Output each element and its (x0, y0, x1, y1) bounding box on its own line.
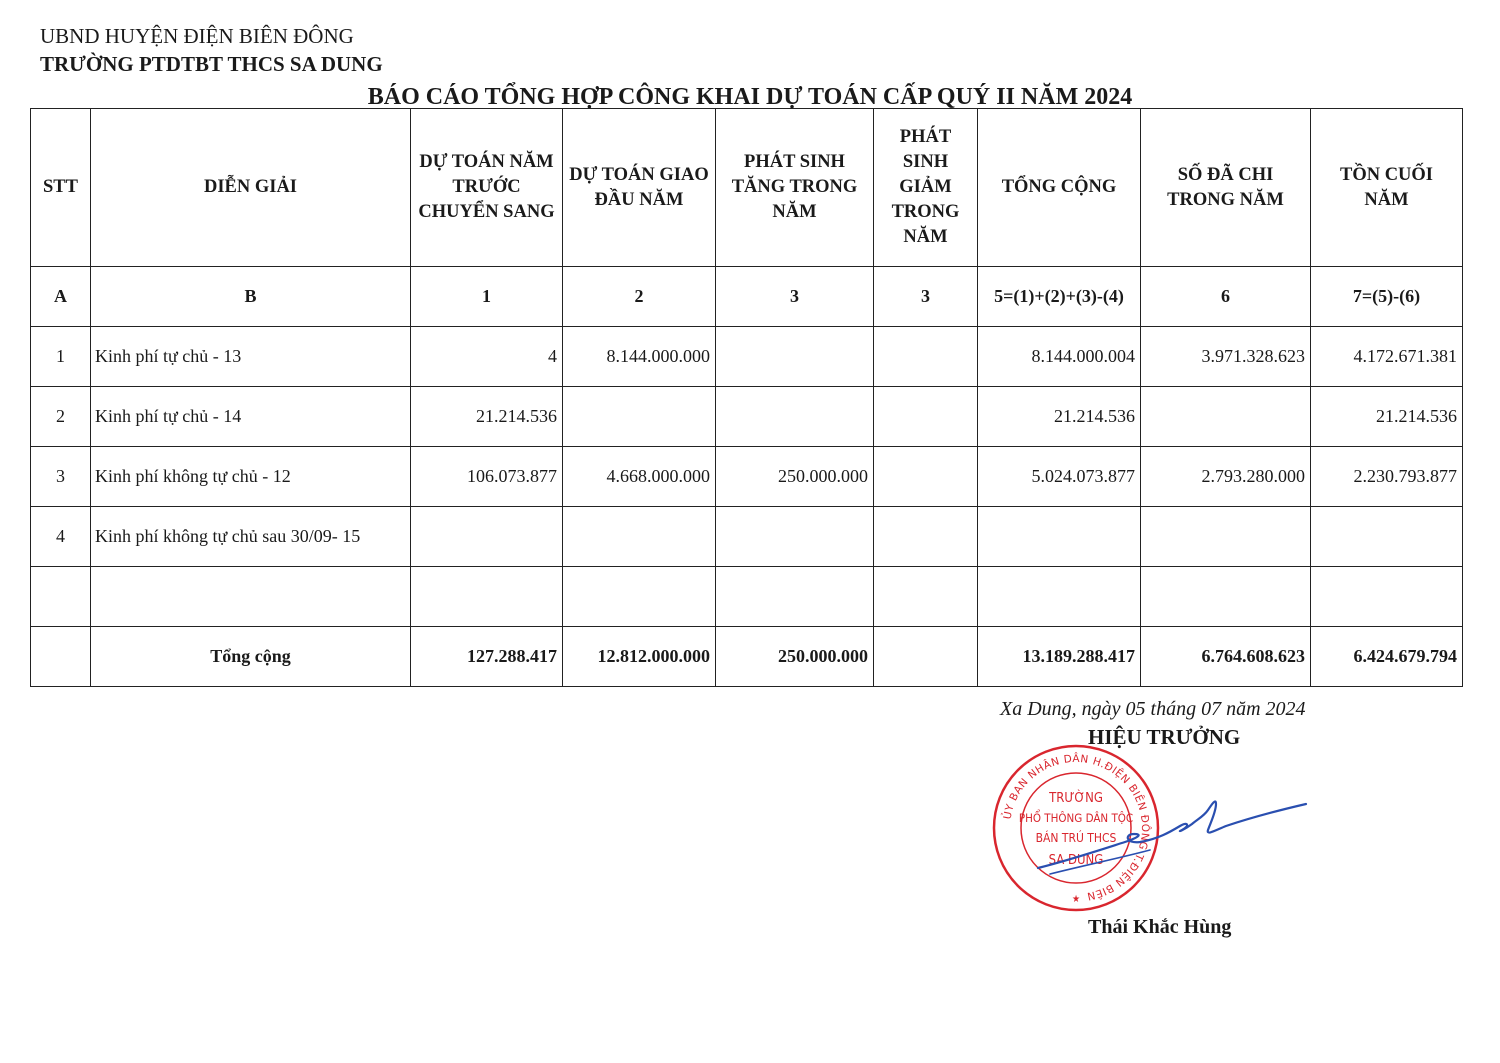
total-label: Tổng cộng (91, 627, 411, 687)
row-stt (31, 567, 91, 627)
seal-line-1: TRƯỜNG (1049, 791, 1103, 806)
total-increase: 250.000.000 (716, 627, 874, 687)
row-description: Kinh phí không tự chủ - 12 (91, 447, 411, 507)
cell-prior-year (411, 507, 563, 567)
cell-remaining: 4.172.671.381 (1311, 327, 1463, 387)
cell-remaining: 21.214.536 (1311, 387, 1463, 447)
total-total: 13.189.288.417 (978, 627, 1141, 687)
row-description (91, 567, 411, 627)
seal-line-2: PHỔ THÔNG DÂN TỘC (1018, 811, 1134, 825)
cell-increase (716, 327, 874, 387)
cell-initial-budget: 4.668.000.000 (563, 447, 716, 507)
col-header-total: TỔNG CỘNG (978, 109, 1141, 267)
signature-underline (1050, 850, 1150, 874)
col-header-spent: SỐ ĐÃ CHI TRONG NĂM (1141, 109, 1311, 267)
row-stt: 3 (31, 447, 91, 507)
cell-increase (716, 507, 874, 567)
cell-remaining (1311, 507, 1463, 567)
col-header-increase: PHÁT SINH TĂNG TRONG NĂM (716, 109, 874, 267)
row-stt: 4 (31, 507, 91, 567)
index-cell: 5=(1)+(2)+(3)-(4) (978, 267, 1141, 327)
cell-initial-budget (563, 387, 716, 447)
cell-spent (1141, 507, 1311, 567)
col-header-initial-budget: DỰ TOÁN GIAO ĐẦU NĂM (563, 109, 716, 267)
cell-initial-budget (563, 507, 716, 567)
row-description: Kinh phí tự chủ - 13 (91, 327, 411, 387)
cell-spent (1141, 567, 1311, 627)
total-decrease (874, 627, 978, 687)
index-row (31, 267, 1463, 327)
total-initial-budget: 12.812.000.000 (563, 627, 716, 687)
org-name-district: UBND HUYỆN ĐIỆN BIÊN ĐÔNG (40, 24, 354, 48)
row-stt: 1 (31, 327, 91, 387)
cell-decrease (874, 327, 978, 387)
cell-total: 8.144.000.004 (978, 327, 1141, 387)
header-row (31, 109, 1463, 267)
total-remaining: 6.424.679.794 (1311, 627, 1463, 687)
signer-title: HIỆU TRƯỞNG (1088, 725, 1241, 749)
total-prior-year: 127.288.417 (411, 627, 563, 687)
cell-decrease (874, 567, 978, 627)
cell-total: 21.214.536 (978, 387, 1141, 447)
table-row (31, 507, 1463, 567)
total-stt (31, 627, 91, 687)
cell-total (978, 567, 1141, 627)
cell-remaining: 2.230.793.877 (1311, 447, 1463, 507)
index-cell: 3 (716, 267, 874, 327)
cell-decrease (874, 507, 978, 567)
cell-increase (716, 567, 874, 627)
index-cell: 2 (563, 267, 716, 327)
row-description: Kinh phí không tự chủ sau 30/09- 15 (91, 507, 411, 567)
index-cell: B (91, 267, 411, 327)
handwritten-signature (1030, 790, 1320, 880)
cell-prior-year: 21.214.536 (411, 387, 563, 447)
cell-remaining (1311, 567, 1463, 627)
index-cell: 6 (1141, 267, 1311, 327)
row-description: Kinh phí tự chủ - 14 (91, 387, 411, 447)
org-name-school: TRƯỜNG PTDTBT THCS SA DUNG (40, 52, 383, 76)
cell-decrease (874, 387, 978, 447)
signer-name: Thái Khắc Hùng (1088, 916, 1232, 938)
index-cell: 1 (411, 267, 563, 327)
index-cell: 7=(5)-(6) (1311, 267, 1463, 327)
cell-prior-year (411, 567, 563, 627)
seal-line-4: SA DUNG (1048, 853, 1104, 868)
col-header-description: DIỄN GIẢI (91, 109, 411, 267)
cell-initial-budget: 8.144.000.000 (563, 327, 716, 387)
col-header-decrease: PHÁT SINH GIẢM TRONG NĂM (874, 109, 978, 267)
cell-increase: 250.000.000 (716, 447, 874, 507)
cell-prior-year: 4 (411, 327, 563, 387)
seal-ring-text: ỦY BAN NHÂN DÂN H.ĐIỆN BIÊN ĐÔNG T.ĐIỆN BIÊN (1001, 752, 1152, 903)
row-stt: 2 (31, 387, 91, 447)
table-row (31, 387, 1463, 447)
report-title: BÁO CÁO TỔNG HỢP CÔNG KHAI DỰ TOÁN CẤP QUÝ II NĂM 2024 (367, 84, 1133, 110)
col-header-prior-year: DỰ TOÁN NĂM TRƯỚC CHUYỂN SANG (411, 109, 563, 267)
place-date: Xa Dung, ngày 05 tháng 07 năm 2024 (1000, 698, 1306, 720)
total-spent: 6.764.608.623 (1141, 627, 1311, 687)
budget-table (30, 108, 1463, 687)
cell-decrease (874, 447, 978, 507)
cell-spent: 2.793.280.000 (1141, 447, 1311, 507)
cell-prior-year: 106.073.877 (411, 447, 563, 507)
seal-star-icon: ★ (1071, 894, 1081, 905)
index-cell: A (31, 267, 91, 327)
table-row (31, 447, 1463, 507)
cell-total (978, 507, 1141, 567)
cell-spent (1141, 387, 1311, 447)
cell-increase (716, 387, 874, 447)
index-cell: 3 (874, 267, 978, 327)
seal-line-3: BÁN TRÚ THCS (1035, 831, 1117, 845)
signature-stroke (1035, 802, 1306, 868)
cell-total: 5.024.073.877 (978, 447, 1141, 507)
cell-spent: 3.971.328.623 (1141, 327, 1311, 387)
col-header-remaining: TỒN CUỐI NĂM (1311, 109, 1463, 267)
table-row (31, 327, 1463, 387)
total-row (31, 627, 1463, 687)
col-header-stt: STT (31, 109, 91, 267)
table-row (31, 567, 1463, 627)
cell-initial-budget (563, 567, 716, 627)
